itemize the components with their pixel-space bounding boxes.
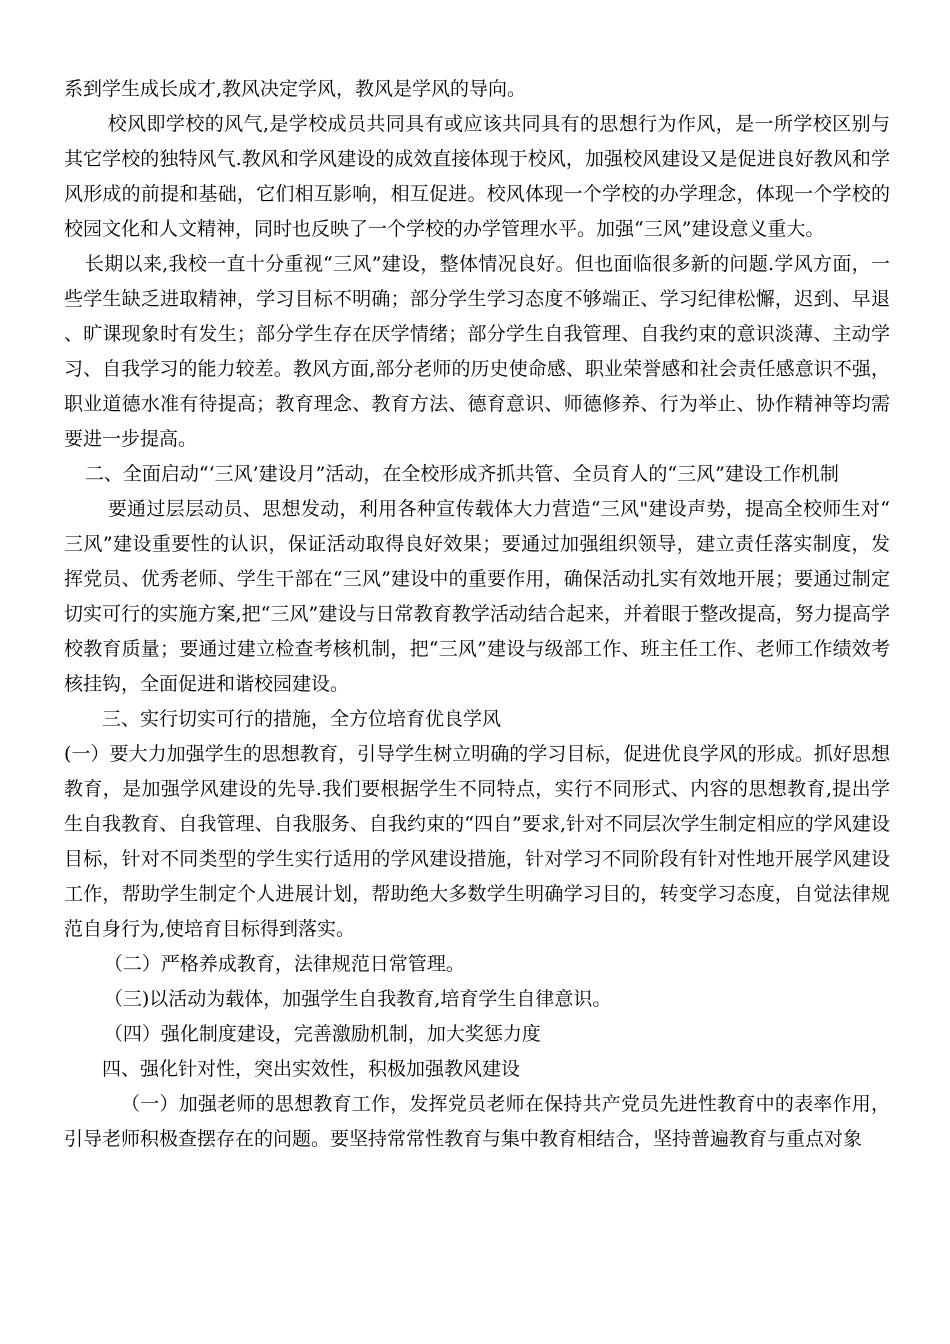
- section-heading-3: 三、实行切实可行的措施，全方位培育优良学风: [102, 708, 502, 730]
- paragraph-2: 校风即学校的风气,是学校成员共同具有或应该共同具有的思想行为作风，是一所学校区别与其它学校的独特风气.教风和学风建设的成效直接体现于校风，加强校风建设又是促进良好教风和学风形成的前提和基础，它们相互影响，相互促进。校风体现一个学校的办学理念，体现一个学校的校园文化和人文精神，同时也反映了一个学校的办学管理水平。加强“三风”建设意义重大。: [64, 113, 890, 240]
- section-heading-4: 四、强化针对性，突出实效性，积极加强教风建设: [102, 1058, 521, 1080]
- paragraph-5: (一）要大力加强学生的思想教育，引导学生树立明确的学习目标，促进优良学风的形成。抓好思想教育，是加强学风建设的先导.我们要根据学生不同特点，实行不同形式、内容的思想教育,提出学生自我教育、自我管理、自我服务、自我约束的“四自”要求,针对不同层次学生制定相应的学风建设目标，针对不同类型的学生实行适用的学风建设措施，针对学习不同阶段有针对性地开展学风建设工作，帮助学生制定个人进展计划，帮助绝大多数学生明确学习目的，转变学习态度，自觉法律规范自身行为,使培育目标得到落实。: [64, 743, 890, 940]
- section-heading-2: 二、全面启动“‘三风’建设月”活动，在全校形成齐抓共管、全员育人的“三风”建设工作机制: [84, 463, 839, 485]
- document-body: [64, 72, 890, 1157]
- subsection-4: （四）强化制度建设，完善激励机制，加大奖惩力度: [103, 1023, 541, 1045]
- subsection-3: （三)以活动为载体，加强学生自我教育,培育学生自律意识。: [103, 988, 612, 1010]
- paragraph-1: 系到学生成长成才,教风决定学风，教风是学风的导向。: [64, 78, 527, 100]
- paragraph-3: 长期以来,我校一直十分重视“三风”建设，整体情况良好。但也面临很多新的问题.学风方面，一些学生缺乏进取精神，学习目标不明确；部分学生学习态度不够端正、学习纪律松懈，迟到、早退、旷课现象时有发生；部分学生存在厌学情绪；部分学生自我管理、自我约束的意识淡薄、主动学习、自我学习的能力较差。教风方面,部分老师的历史使命感、职业荣誉感和社会责任感意识不强，职业道德水准有待提高；教育理念、教育方法、德育意识、师德修养、行为举止、协作精神等均需要进一步提高。: [64, 253, 890, 450]
- subsection-2: （二）严格养成教育，法律规范日常管理。: [103, 953, 465, 975]
- paragraph-4: 要通过层层动员、思想发动，利用各种宣传载体大力营造“三风"建设声势，提高全校师生对“三风”建设重要性的认识，保证活动取得良好效果；要通过加强组织领导，建立责任落实制度，发挥党员、优秀老师、学生干部在“三风”建设中的重要作用，确保活动扎实有效地开展；要通过制定切实可行的实施方案,把“三风”建设与日常教育教学活动结合起来，并着眼于整改提高，努力提高学校教育质量；要通过建立检查考核机制，把“三风”建设与级部工作、班主任工作、老师工作绩效考核挂钩，全面促进和谐校园建设。: [64, 498, 890, 695]
- paragraph-6: （一）加强老师的思想教育工作，发挥党员老师在保持共产党员先进性教育中的表率作用，引导老师积极查摆存在的问题。要坚持常常性教育与集中教育相结合，坚持普遍教育与重点对象: [64, 1093, 890, 1150]
